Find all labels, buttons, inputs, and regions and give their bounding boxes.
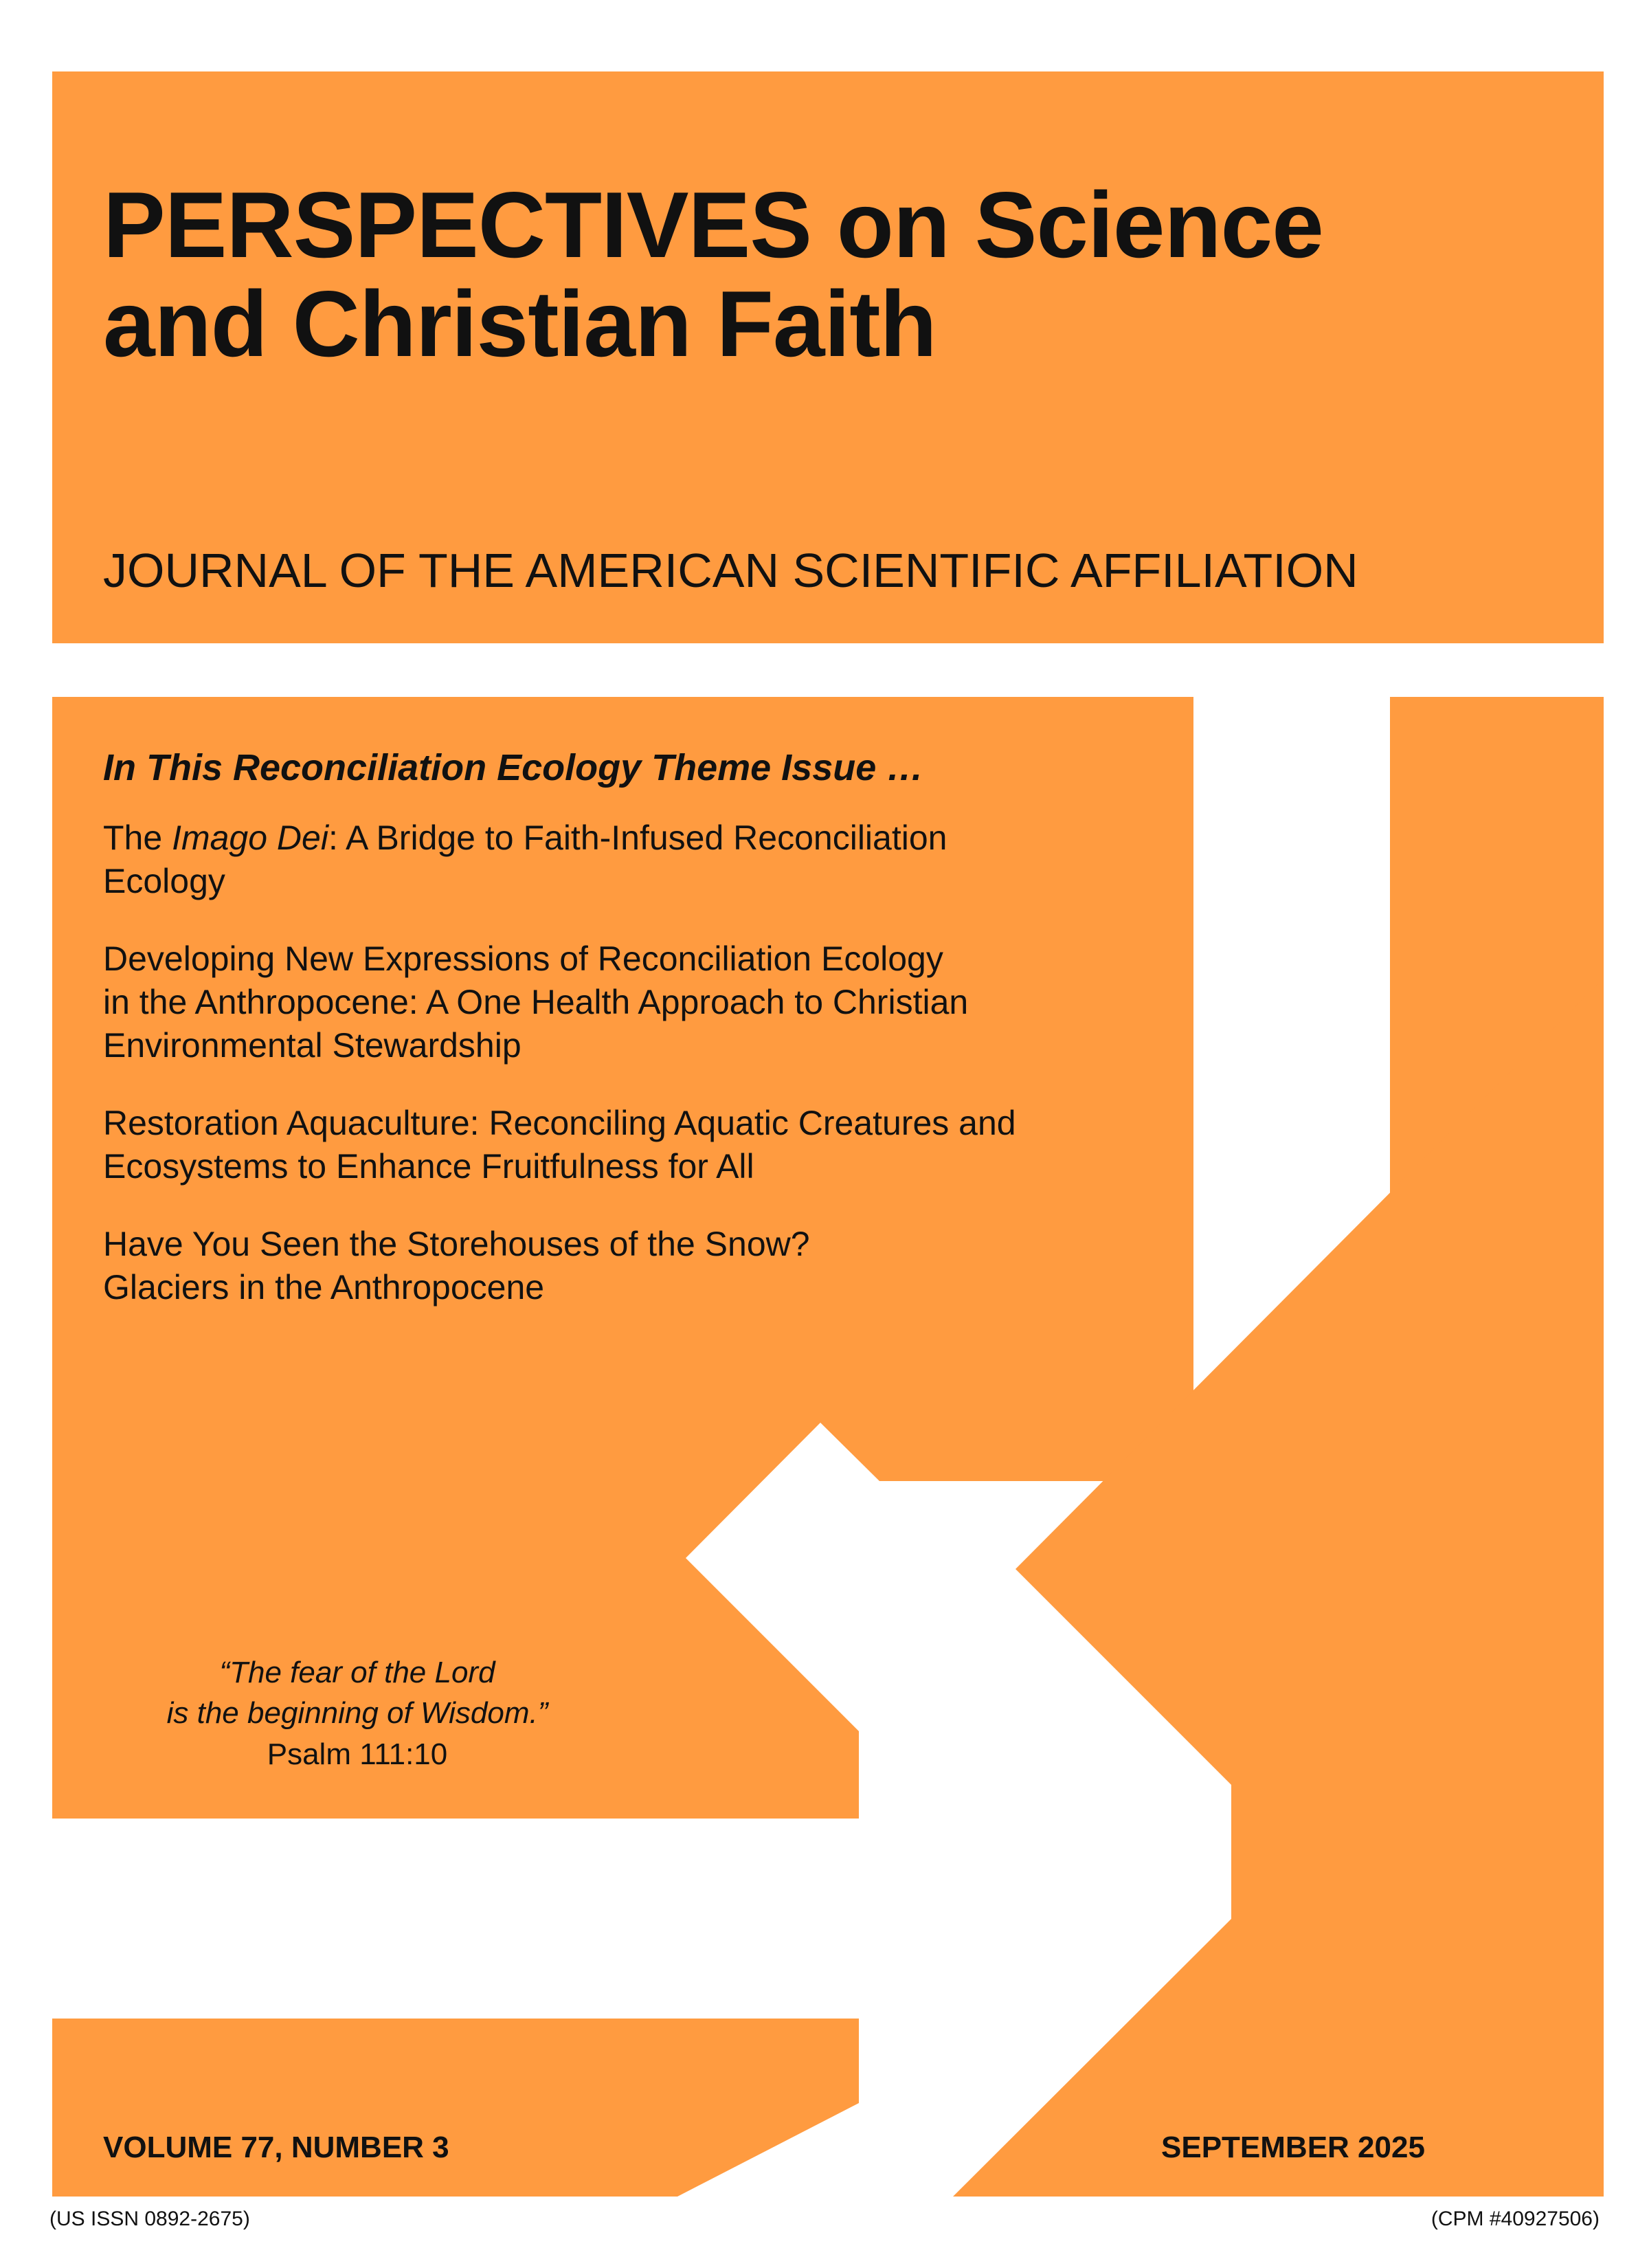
volume-number: VOLUME 77, NUMBER 3 (103, 2131, 449, 2164)
journal-title (103, 173, 1546, 377)
quote-line-2: is the beginning of Wisdom.” (166, 1696, 548, 1730)
article-restoration-aquaculture[interactable] (103, 1102, 1161, 1188)
article-title-text: : A Bridge to Faith-Infused Reconciliation (328, 818, 947, 857)
article-title-text: The (103, 818, 172, 857)
scripture-quote (124, 1653, 591, 1775)
article-title-line: Have You Seen the Storehouses of the Snow? (103, 1224, 810, 1263)
article-title-line: Restoration Aquaculture: Reconciling Aquatic Creatures and (103, 1103, 1016, 1142)
quote-line-1: “The fear of the Lord (219, 1656, 495, 1689)
article-title-line: in the Anthropocene: A One Health Approach to Christian (103, 982, 969, 1021)
journal-title-line-2: and Christian Faith (103, 271, 936, 377)
article-title-italic: Imago Dei (172, 818, 328, 857)
cpm-number: (CPM #40927506) (1431, 2208, 1600, 2230)
journal-title-line-1: PERSPECTIVES on Science (103, 173, 1323, 277)
article-glaciers[interactable] (103, 1223, 1161, 1309)
article-title-line: Developing New Expressions of Reconciliation Ecology (103, 939, 943, 978)
article-title-line: Glaciers in the Anthropocene (103, 1267, 545, 1307)
issue-date: SEPTEMBER 2025 (1161, 2131, 1425, 2164)
article-one-health[interactable] (103, 937, 1161, 1067)
article-title-line: Ecology (103, 861, 225, 900)
table-of-contents (103, 746, 1161, 1344)
article-title-line: Ecosystems to Enhance Fruitfulness for All (103, 1146, 754, 1186)
article-title-line: Environmental Stewardship (103, 1025, 521, 1065)
theme-issue-heading: In This Reconciliation Ecology Theme Issue … (103, 747, 924, 788)
issn-number: (US ISSN 0892-2675) (49, 2208, 250, 2230)
journal-subtitle: JOURNAL OF THE AMERICAN SCIENTIFIC AFFILIATION (103, 544, 1358, 597)
article-imago-dei[interactable] (103, 816, 1161, 903)
quote-reference: Psalm 111:10 (267, 1737, 448, 1772)
bottom-left-panel (52, 2019, 859, 2197)
article-title-line (103, 816, 1161, 860)
